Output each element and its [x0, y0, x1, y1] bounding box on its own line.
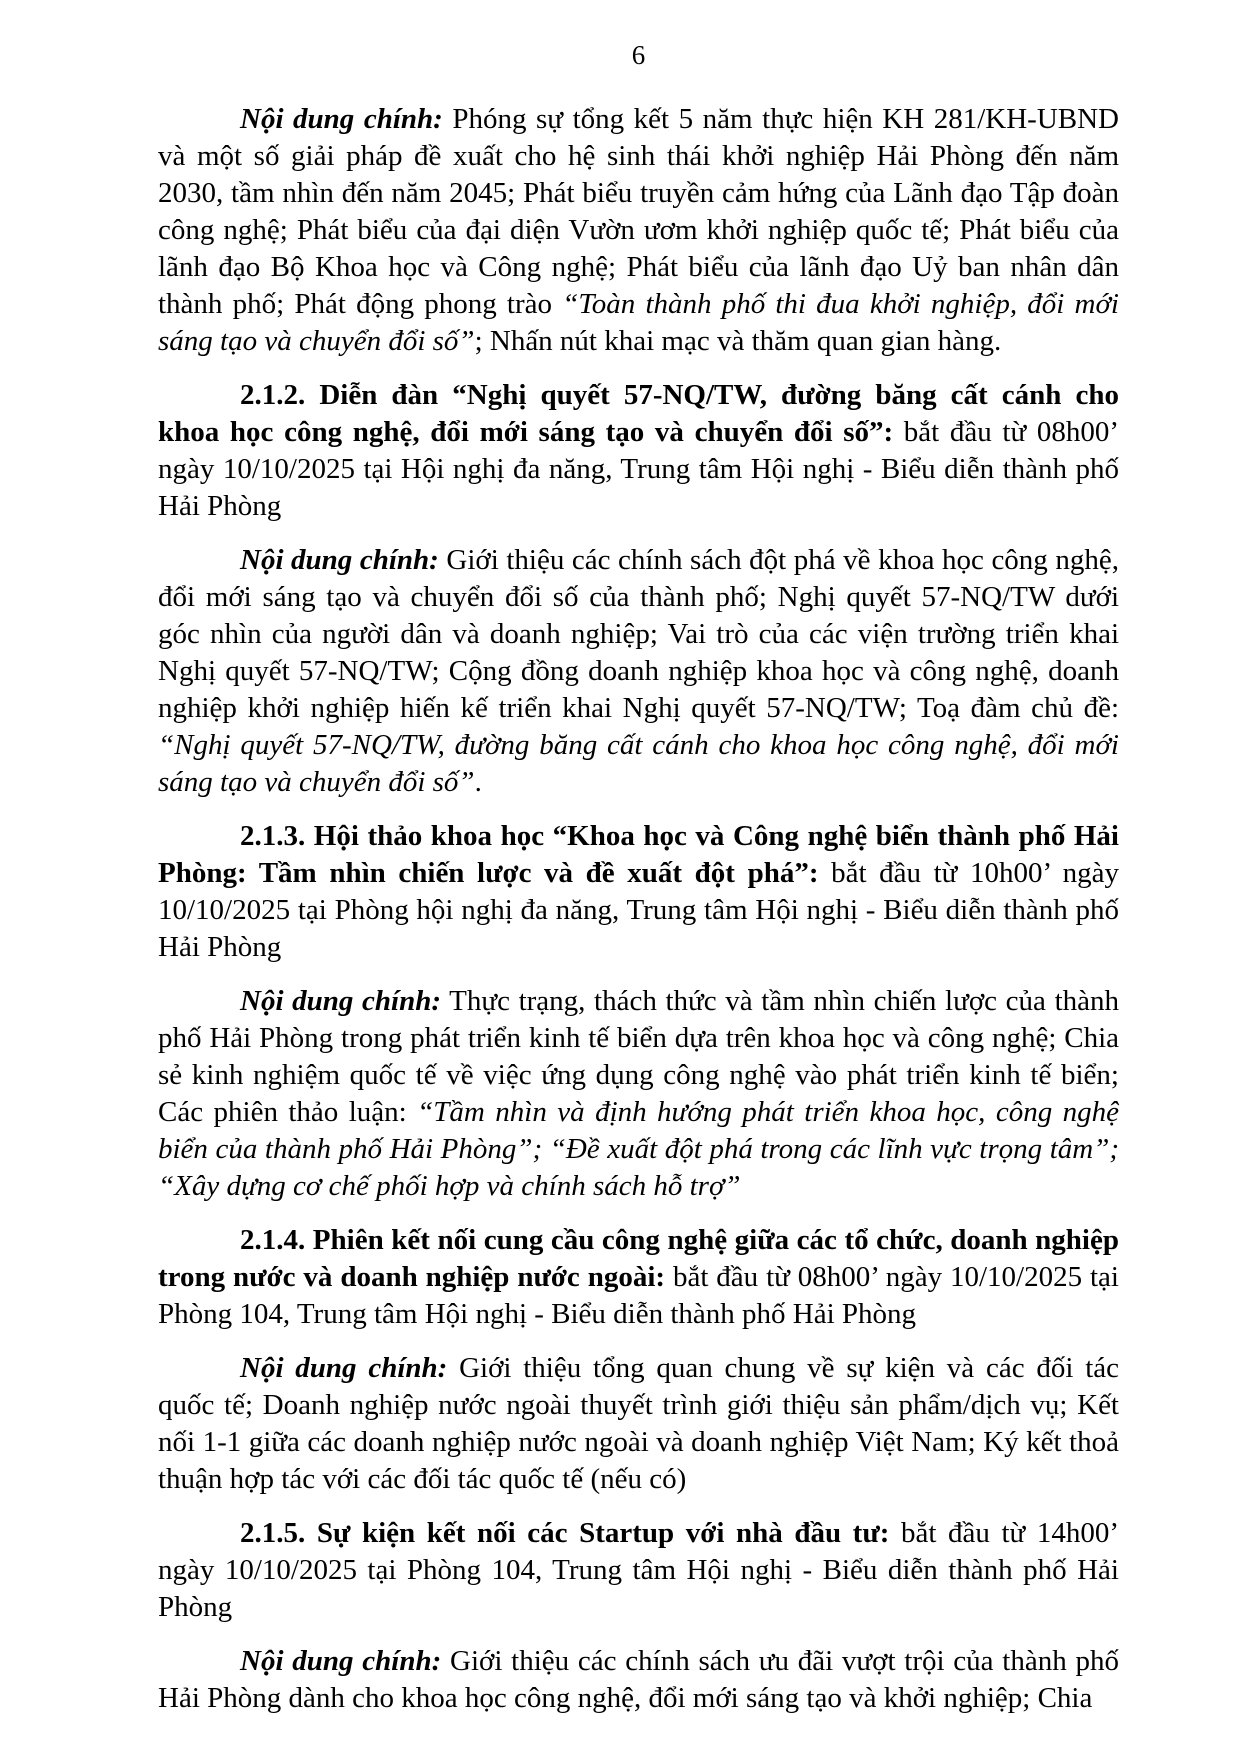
text-run: .: [474, 766, 482, 798]
document-body: [158, 101, 1119, 1734]
text-run: Giới thiệu các chính sách đột phá về khoa học công nghệ, đổi mới sáng tạo và chuyển đổi số của thành phố; Nghị quyết 57-NQ/TW dưới góc nhìn của người dân và doanh nghiệp; Vai trò của các viện trường triển khai Nghị quyết 57-NQ/TW; Cộng đồng doanh nghiệp khoa học và công nghệ, doanh nghiệp khởi nghiệp hiến kế triển khai Nghị quyết 57-NQ/TW; Toạ đàm chủ đề:: [158, 544, 1119, 724]
text-run: bắt đầu từ 10h00’ ngày 10/10/2025 tại Phòng hội nghị đa năng, Trung tâm Hội nghị - Biểu diễn thành phố Hải Phòng: [158, 857, 1119, 963]
page-number: 6: [631, 40, 646, 70]
text-run: bắt đầu từ 08h00’ ngày 10/10/2025 tại Phòng 104, Trung tâm Hội nghị - Biểu diễn thành phố Hải Phòng: [158, 1261, 1119, 1330]
paragraph: [158, 542, 1119, 801]
text-run: 2.1.2. Diễn đàn “Nghị quyết 57-NQ/TW, đường băng cất cánh cho khoa học công nghệ, đổi mới sáng tạo và chuyển đổi số”:: [158, 379, 1119, 448]
text-run: “Tầm nhìn và định hướng phát triển khoa học, công nghệ biển của thành phố Hải Phòng”; “Đề xuất đột phá trong các lĩnh vực trọng tâm”; “Xây dựng cơ chế phối hợp và chính sách hỗ trợ”: [158, 1096, 1119, 1202]
paragraph: [158, 1643, 1119, 1717]
paragraph: [158, 818, 1119, 966]
text-run: Giới thiệu các chính sách ưu đãi vượt trội của thành phố Hải Phòng dành cho khoa học công nghệ, đổi mới sáng tạo và khởi nghiệp; Chia: [158, 1645, 1119, 1714]
text-run: Phóng sự tổng kết 5 năm thực hiện KH 281/KH-UBND và một số giải pháp đề xuất cho hệ sinh thái khởi nghiệp Hải Phòng đến năm 2030, tầm nhìn đến năm 2045; Phát biểu truyền cảm hứng của Lãnh đạo Tập đoàn công nghệ; Phát biểu của đại diện Vườn ươm khởi nghiệp quốc tế; Phát biểu của lãnh đạo Bộ Khoa học và Công nghệ; Phát biểu của lãnh đạo Uỷ ban nhân dân thành phố; Phát động phong trào: [158, 103, 1119, 320]
text-run: Giới thiệu tổng quan chung về sự kiện và các đối tác quốc tế; Doanh nghiệp nước ngoài thuyết trình giới thiệu sản phẩm/dịch vụ; Kết nối 1-1 giữa các doanh nghiệp nước ngoài và doanh nghiệp Việt Nam; Ký kết thoả thuận hợp tác với các đối tác quốc tế (nếu có): [158, 1352, 1119, 1495]
text-run: “Nghị quyết 57-NQ/TW, đường băng cất cánh cho khoa học công nghệ, đổi mới sáng tạo và chuyển đổi số”: [158, 729, 1119, 798]
paragraph: [158, 101, 1119, 360]
text-run: ; Nhấn nút khai mạc và thăm quan gian hàng.: [474, 325, 1002, 357]
text-run: Nội dung chính:: [240, 1645, 442, 1677]
text-run: “Toàn thành phố thi đua khởi nghiệp, đổi mới sáng tạo và chuyển đổi số”: [158, 288, 1119, 357]
text-run: 2.1.4. Phiên kết nối cung cầu công nghệ giữa các tổ chức, doanh nghiệp trong nước và doanh nghiệp nước ngoài:: [158, 1224, 1119, 1293]
paragraph: [158, 1222, 1119, 1333]
text-run: Nội dung chính:: [240, 544, 439, 576]
text-run: 2.1.3. Hội thảo khoa học “Khoa học và Công nghệ biển thành phố Hải Phòng: Tầm nhìn chiến lược và đề xuất đột phá”:: [158, 820, 1119, 889]
text-run: bắt đầu từ 14h00’ ngày 10/10/2025 tại Phòng 104, Trung tâm Hội nghị - Biểu diễn thành phố Hải Phòng: [158, 1517, 1119, 1623]
paragraph: [158, 983, 1119, 1205]
page-header: [158, 40, 1119, 70]
paragraph: [158, 1515, 1119, 1626]
paragraph: [158, 1350, 1119, 1498]
text-run: Thực trạng, thách thức và tầm nhìn chiến lược của thành phố Hải Phòng trong phát triển kinh tế biển dựa trên khoa học và công nghệ; Chia sẻ kinh nghiệm quốc tế về việc ứng dụng công nghệ vào phát triển kinh tế biển; Các phiên thảo luận:: [158, 985, 1119, 1128]
text-run: bắt đầu từ 08h00’ ngày 10/10/2025 tại Hội nghị đa năng, Trung tâm Hội nghị - Biểu diễn thành phố Hải Phòng: [158, 416, 1119, 522]
text-run: Nội dung chính:: [240, 1352, 448, 1384]
text-run: Nội dung chính:: [240, 985, 442, 1017]
text-run: 2.1.5. Sự kiện kết nối các Startup với nhà đầu tư:: [240, 1517, 890, 1549]
paragraph: [158, 377, 1119, 525]
text-run: Nội dung chính:: [240, 103, 443, 135]
